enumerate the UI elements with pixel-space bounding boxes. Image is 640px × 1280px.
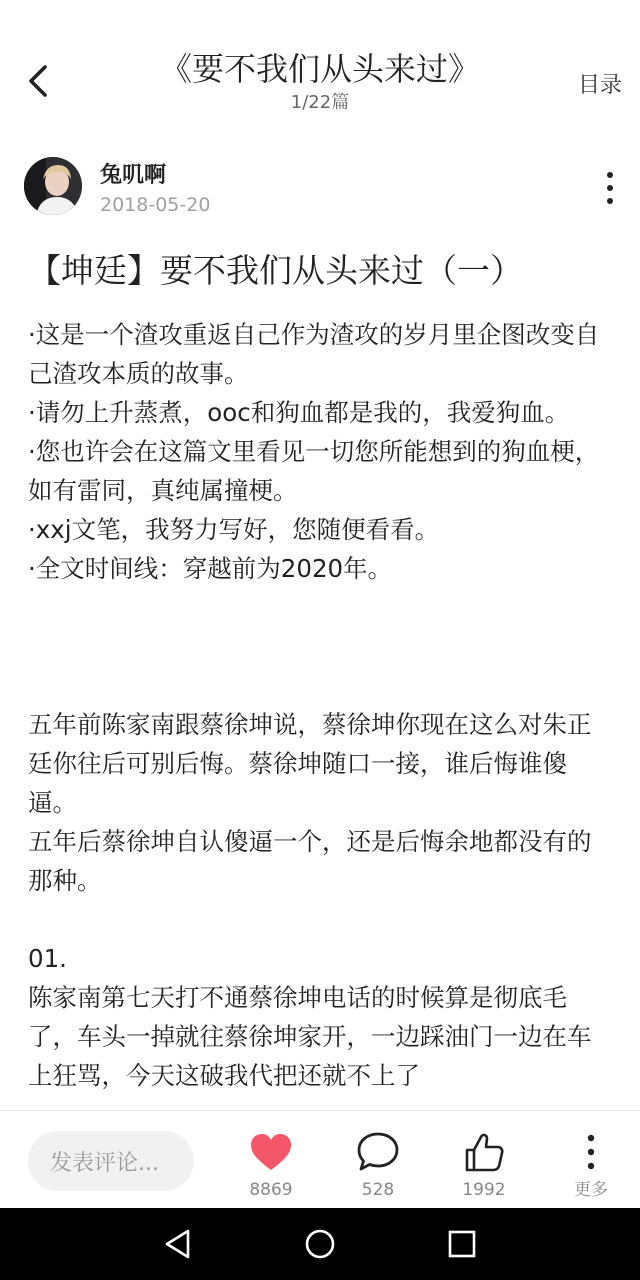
intro-line: ·您也许会在这篇文里看见一切您所能想到的狗血梗，如有雷同，真纯属撞梗。 — [28, 437, 600, 505]
section-paragraph: 陈家南第七天打不通蔡徐坤电话的时候算是彻底毛了，车头一掉就往蔡徐坤家开，一边踩油门一边在车上狂骂，今天这破我代把还就不上了 — [28, 983, 592, 1090]
comment-input[interactable]: 发表评论... — [28, 1131, 194, 1191]
book-title: 《要不我们从头来过》 — [159, 50, 480, 88]
intro-line: ·xxj文笔，我努力写好，您随便看看。 — [28, 515, 440, 544]
circle-home-icon — [304, 1228, 336, 1260]
more-button[interactable] — [551, 1129, 631, 1203]
dot-icon — [607, 198, 613, 204]
spacer — [28, 588, 608, 705]
more-options-button[interactable] — [598, 168, 622, 208]
chapter-heading: 【坤廷】要不我们从头来过（一） — [28, 251, 523, 290]
nav-recents-button[interactable] — [442, 1224, 482, 1264]
square-recents-icon — [447, 1229, 477, 1259]
dot-icon — [607, 172, 613, 178]
author-name[interactable]: 兔叽啊 — [100, 163, 167, 188]
avatar-image — [24, 157, 82, 215]
intro-line: ·这是一个渣攻重返自己作为渣攻的岁月里企图改变自己渣攻本质的故事。 — [28, 320, 600, 388]
like-button[interactable] — [231, 1129, 311, 1203]
top-bar — [0, 0, 640, 140]
prologue-paragraph: 五年后蔡徐坤自认傻逼一个，还是后悔余地都没有的那种。 — [28, 827, 592, 895]
nav-home-button[interactable] — [300, 1224, 340, 1264]
like-count: 8869 — [249, 1180, 293, 1200]
system-nav-bar — [0, 1208, 640, 1280]
article-body — [28, 315, 608, 1110]
avatar[interactable] — [24, 157, 82, 215]
comment-count: 528 — [361, 1180, 395, 1200]
speech-bubble-icon — [355, 1129, 401, 1175]
thumbs-up-count: 1992 — [462, 1180, 506, 1200]
author-row — [0, 150, 640, 230]
toc-button[interactable]: 目录 — [577, 73, 622, 98]
heart-icon — [248, 1129, 294, 1175]
bottom-action-bar — [0, 1110, 640, 1208]
section-label: 01. — [28, 944, 67, 973]
thumbs-up-button[interactable] — [444, 1129, 524, 1203]
title-block — [120, 48, 520, 115]
dot-icon — [607, 185, 613, 191]
post-date: 2018-05-20 — [100, 194, 211, 216]
chapter-count: 1/22篇 — [290, 92, 350, 113]
more-label: 更多 — [574, 1180, 608, 1200]
prologue-paragraph: 五年前陈家南跟蔡徐坤说，蔡徐坤你现在这么对朱正廷你往后可别后悔。蔡徐坤随口一接，谁后悔谁傻逼。 — [28, 710, 592, 817]
thumbs-up-icon — [461, 1129, 507, 1175]
intro-line: ·请勿上升蒸煮，ooc和狗血都是我的，我爱狗血。 — [28, 398, 570, 427]
triangle-back-icon — [163, 1228, 193, 1260]
intro-line: ·全文时间线：穿越前为2020年。 — [28, 554, 393, 583]
spacer — [28, 900, 608, 939]
back-button[interactable] — [18, 58, 58, 104]
more-vert-icon — [568, 1129, 614, 1175]
nav-back-button[interactable] — [158, 1224, 198, 1264]
back-arrow-icon — [27, 64, 49, 98]
comment-button[interactable] — [338, 1129, 418, 1203]
